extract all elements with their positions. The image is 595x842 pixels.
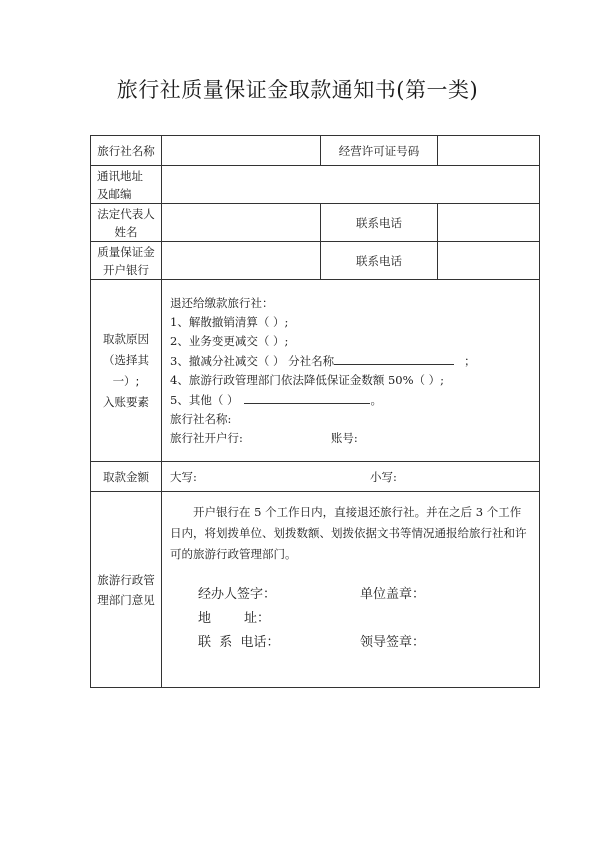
other-reason-blank[interactable] [244,390,370,404]
phone-field-1[interactable] [438,204,540,242]
reason-intro: 退还给缴款旅行社： [170,296,274,310]
bank-label: 质量保证金 开户银行 [91,242,162,280]
amount-lower-label: 小写: [370,469,397,484]
agency-name-label: 旅行社名称 [91,136,162,166]
legal-rep-label: 法定代表人 姓名 [91,204,162,242]
reason-bank-line: 旅行社开户行: 账号: [170,431,358,445]
reason-option-2[interactable]: 2、业务变更减交（ ）; [170,334,289,348]
license-number-field[interactable] [438,136,540,166]
address-field[interactable] [162,166,540,204]
phone-field-2[interactable] [438,242,540,280]
reason-agency-name: 旅行社名称: [170,412,232,426]
row-agency-name [91,136,540,166]
row-address [91,166,540,204]
opinion-content [162,492,540,688]
amount-label: 取款金额 [91,462,162,492]
opinion-text: 开户银行在 5 个工作日内，直接退还旅行社。并在之后 3 个工作日内，将划拨单位、划拨数额、划拨依据文书等情况通报给旅行社和许可的旅游行政管理部门。 [170,505,527,561]
bank-field[interactable] [162,242,321,280]
amount-content [162,462,540,492]
row-amount [91,462,540,492]
address-label: 通讯地址 及邮编 [91,166,162,204]
row-reason [91,280,540,462]
reason-option-3[interactable]: 3、撤减分社减交（ ） 分社名称 ； [170,351,531,371]
branch-name-blank[interactable] [334,351,454,365]
phone-label-1: 联系电话 [321,204,438,242]
leader-sign-label: 领导签章： [360,635,426,650]
reason-option-5[interactable]: 5、其他（ ） 。 [170,390,531,410]
reason-content [162,280,540,462]
license-number-label: 经营许可证号码 [321,136,438,166]
amount-upper-label: 大写: [170,469,197,484]
page-title: 旅行社质量保证金取款通知书(第一类) [116,78,479,102]
row-legal-rep [91,204,540,242]
address-sign-label: 地 址： [198,611,271,626]
reason-label: 取款原因 （选择其 一）; 入账要素 [91,280,162,462]
phone-label-2: 联系电话 [321,242,438,280]
row-bank [91,242,540,280]
withdrawal-form-table [90,135,540,688]
handler-sign-label: 经办人签字： [198,587,277,602]
legal-rep-field[interactable] [162,204,321,242]
phone-sign-label: 联 系 电话： [198,635,280,650]
unit-seal-label: 单位盖章： [360,587,426,602]
opinion-label: 旅游行政管 理部门意见 [91,492,162,688]
row-opinion [91,492,540,688]
agency-name-field[interactable] [162,136,321,166]
reason-option-1[interactable]: 1、解散撤销清算（ ）; [170,315,289,329]
reason-option-4[interactable]: 4、旅游行政管理部门依法降低保证金数额 50%（ ）; [170,373,445,387]
